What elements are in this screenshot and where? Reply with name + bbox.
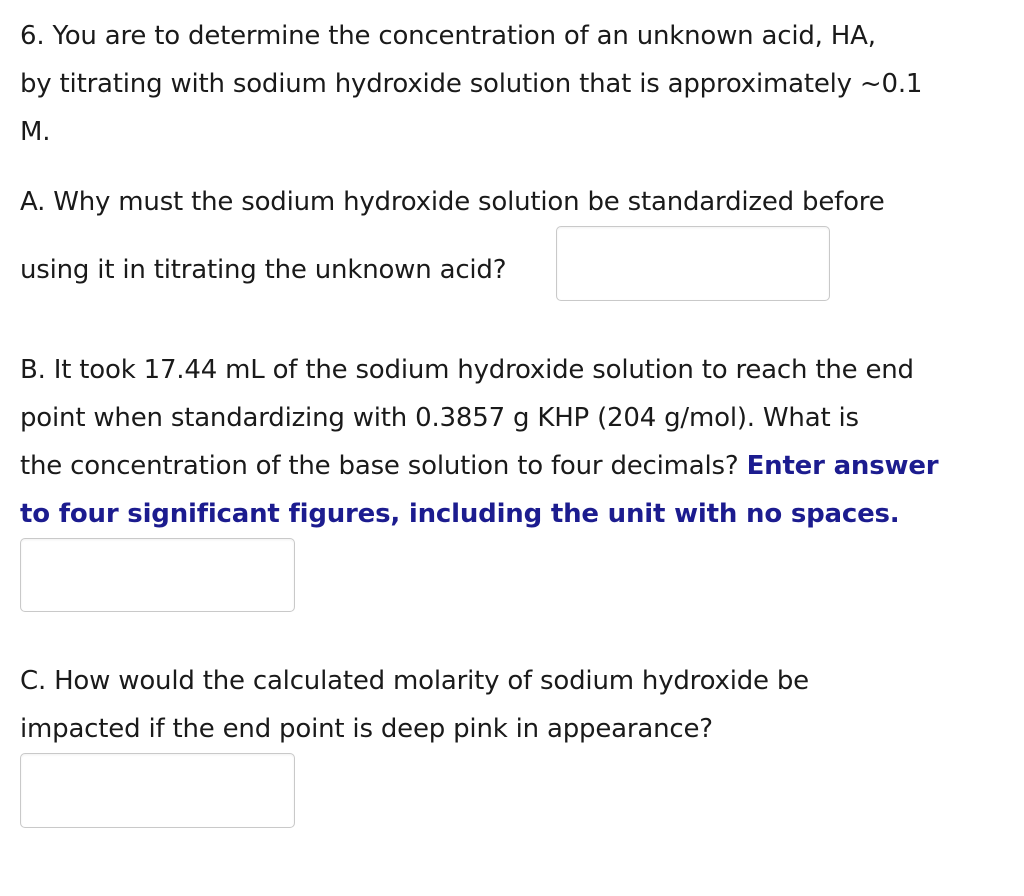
question-intro-line-2: by titrating with sodium hydroxide solution that is approximately ~0.1: [20, 69, 923, 99]
part-b-line-3-text: the concentration of the base solution to four decimals?: [20, 451, 747, 481]
part-b-instruction-line: to four significant figures, including the unit with no spaces.: [20, 499, 900, 529]
part-a-line-2: using it in titrating the unknown acid?: [20, 255, 507, 285]
part-c-answer-input[interactable]: [20, 753, 295, 828]
part-c-line-2: impacted if the end point is deep pink in appearance?: [20, 714, 713, 744]
part-a-answer-input[interactable]: [556, 226, 830, 301]
part-b-line-1: B. It took 17.44 mL of the sodium hydroxide solution to reach the end: [20, 355, 914, 385]
question-intro-line-3: M.: [20, 117, 51, 147]
part-b-answer-input[interactable]: [20, 538, 295, 612]
part-b-line-3: [20, 449, 938, 483]
part-a-line-1: A. Why must the sodium hydroxide solution be standardized before: [20, 187, 885, 217]
part-b-line-2: point when standardizing with 0.3857 g KHP (204 g/mol). What is: [20, 403, 859, 433]
question-intro-line-1: 6. You are to determine the concentration of an unknown acid, HA,: [20, 21, 876, 51]
part-c-line-1: C. How would the calculated molarity of sodium hydroxide be: [20, 666, 809, 696]
question-page: [20, 0, 1010, 896]
part-b-instruction-start: Enter answer: [746, 451, 939, 481]
